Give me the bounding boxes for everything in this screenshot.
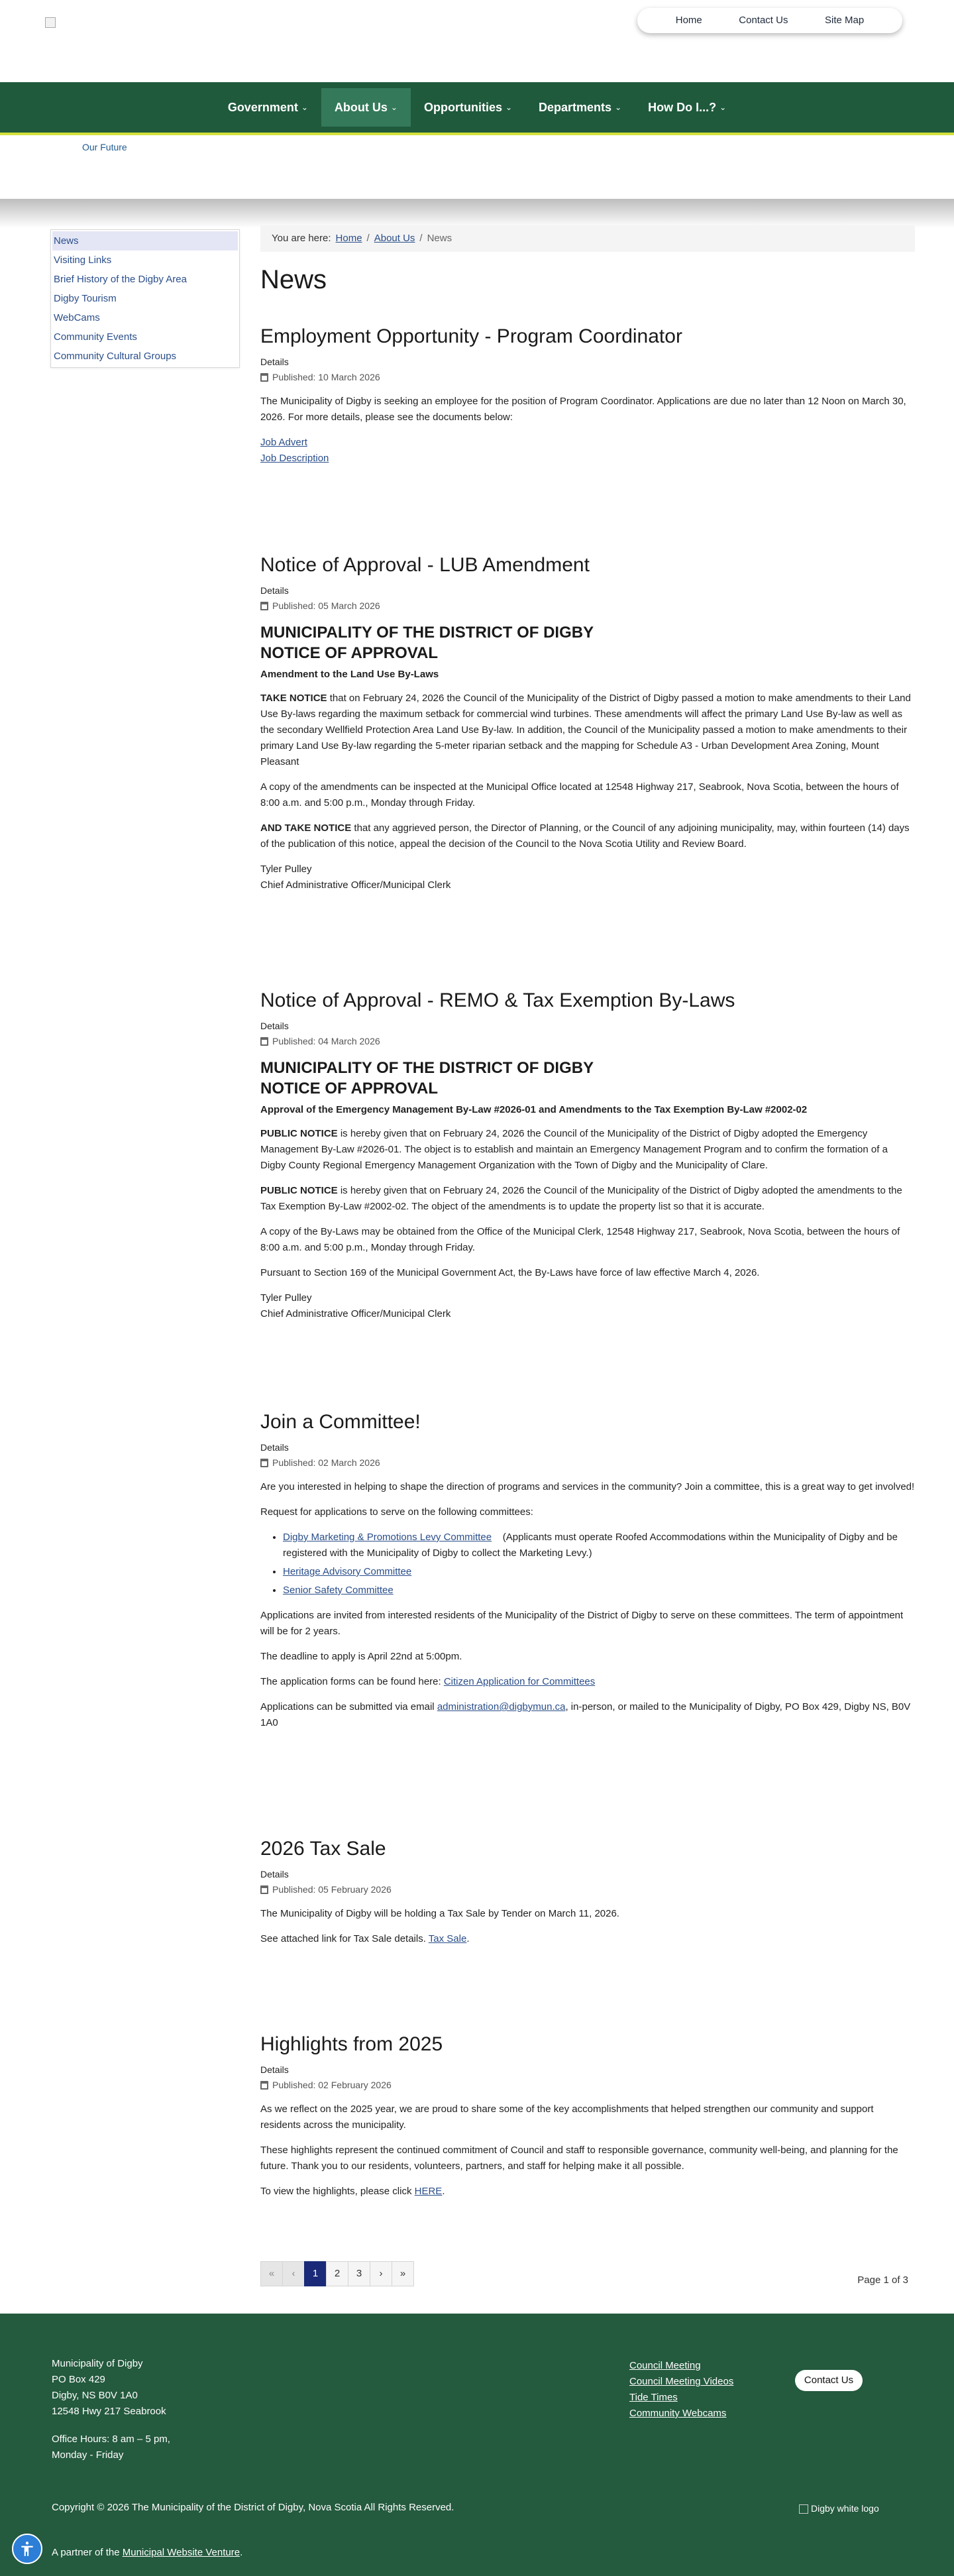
article-details-label: Details bbox=[260, 2064, 289, 2075]
notice-text: that any aggrieved person, the Director of Planning, or the Council of any adjoining municipality, may, within fourteen (14) days of the publication of this notice, appeal the decision of the Council to the Nova Scotia Utility and Review Board. bbox=[260, 822, 910, 850]
top-link-site-map[interactable]: Site Map bbox=[825, 14, 865, 26]
published-date: Published: 10 March 2026 bbox=[272, 372, 380, 382]
paragraph-text: . bbox=[442, 2186, 445, 2197]
article-published bbox=[260, 1035, 915, 1048]
article-title[interactable]: Employment Opportunity - Program Coordinator bbox=[260, 325, 682, 347]
published-date: Published: 02 February 2026 bbox=[272, 2080, 392, 2090]
article-paragraph: These highlights represent the continued commitment of Council and staff to responsible governance, community well-being, and planning for the future. Thank you to our residents, volunteers, partners, and staff for helping make it all possible. bbox=[260, 2145, 898, 2172]
article-published bbox=[260, 1883, 915, 1897]
footer-address bbox=[52, 2356, 166, 2420]
highlights-here-link[interactable]: HERE bbox=[414, 2186, 443, 2197]
list-item bbox=[283, 1564, 915, 1580]
footer-office-hours bbox=[52, 2432, 170, 2463]
article-paragraph: The Municipality of Digby will be holding a Tax Sale by Tender on March 11, 2026. bbox=[260, 1908, 619, 1919]
footer-logo-alt: Digby white logo bbox=[811, 2503, 879, 2514]
breadcrumb-separator: / bbox=[366, 232, 370, 244]
paragraph-text: The application forms can be found here: bbox=[260, 1676, 444, 1687]
news-article-highlights-2025 bbox=[260, 2033, 915, 2209]
article-details-label: Details bbox=[260, 1021, 289, 1031]
sidebar-item-community-cultural-groups[interactable]: Community Cultural Groups bbox=[54, 351, 177, 362]
accessibility-icon bbox=[19, 2540, 36, 2557]
chevron-down-icon: ⌄ bbox=[390, 103, 398, 112]
notice-paragraph bbox=[260, 1183, 915, 1215]
breadcrumb-home-link[interactable]: Home bbox=[335, 232, 362, 244]
page-first-button[interactable]: « bbox=[260, 2261, 283, 2286]
article-details-label: Details bbox=[260, 357, 289, 367]
footer-partner bbox=[52, 2546, 242, 2561]
nav-item-about-us[interactable] bbox=[321, 88, 411, 127]
notice-text: is hereby given that on February 24, 2026 the Council of the Municipality of the District of Digby adopted the Emergency Management By-Law #2026-01. The object is to establish and maintain an Emergency Management Program and to confirm the formation of a Digby County Regional Emergency Management Organization with the Town of Digby and the Municipality of Clare. bbox=[260, 1127, 888, 1171]
job-description-link[interactable]: Job Description bbox=[260, 453, 329, 464]
nav-label: How Do I...? bbox=[648, 100, 717, 114]
nav-label: Government bbox=[227, 100, 298, 114]
paragraph-text: . bbox=[466, 1933, 470, 1944]
news-article-remo-tax bbox=[260, 989, 915, 1322]
notice-paragraph bbox=[260, 820, 915, 852]
top-utility-nav bbox=[637, 8, 902, 33]
job-advert-link[interactable]: Job Advert bbox=[260, 437, 307, 448]
news-article-lub-amendment bbox=[260, 553, 915, 893]
partner-text: A partner of the bbox=[52, 2547, 123, 2558]
page-last-button[interactable]: » bbox=[392, 2261, 414, 2286]
calendar-icon bbox=[260, 602, 268, 610]
article-published bbox=[260, 370, 915, 384]
chevron-down-icon: ⌄ bbox=[615, 103, 622, 112]
sidebar-item-digby-tourism[interactable]: Digby Tourism bbox=[54, 293, 117, 304]
chevron-down-icon: ⌄ bbox=[505, 103, 513, 112]
list-item bbox=[283, 1583, 915, 1598]
partner-text: . bbox=[240, 2547, 243, 2558]
address-line: PO Box 429 bbox=[52, 2374, 105, 2385]
nav-item-how-do-i[interactable] bbox=[635, 88, 739, 127]
calendar-icon bbox=[260, 2081, 268, 2090]
breadcrumb-separator: / bbox=[419, 232, 423, 244]
article-published bbox=[260, 1456, 915, 1470]
article-paragraph bbox=[260, 1674, 915, 1690]
article-paragraph: Are you interested in helping to shape the direction of programs and services in the community? Join a committee, this is a great way to get involved! bbox=[260, 1481, 915, 1492]
article-paragraph: As we reflect on the 2025 year, we are proud to share some of the key accomplishments that helped strengthen our community and support residents across the municipality. bbox=[260, 2103, 874, 2131]
nav-item-government[interactable] bbox=[215, 88, 321, 127]
pagination bbox=[260, 2261, 413, 2286]
footer-links bbox=[629, 2358, 733, 2422]
page-2-button[interactable]: 2 bbox=[326, 2261, 348, 2286]
header-shadow bbox=[0, 199, 954, 228]
top-link-contact-us[interactable]: Contact Us bbox=[739, 14, 788, 26]
site-footer bbox=[0, 2314, 954, 2576]
site-header bbox=[0, 0, 954, 212]
page-title: News bbox=[260, 265, 327, 294]
calendar-icon bbox=[260, 1037, 268, 1046]
notice-paragraph: A copy of the amendments can be inspected at the Municipal Office located at 12548 Highway 217, Seabrook, Nova Scotia, between the hours of 8:00 a.m. and 5:00 p.m., Monday through Friday. bbox=[260, 781, 899, 809]
breadcrumb-about-us-link[interactable]: About Us bbox=[374, 232, 415, 244]
news-article-employment bbox=[260, 325, 915, 467]
paragraph-text: Applications can be submitted via email bbox=[260, 1701, 437, 1712]
published-date: Published: 02 March 2026 bbox=[272, 1457, 380, 1468]
article-details-label: Details bbox=[260, 585, 289, 596]
footer-copyright: Copyright © 2026 The Municipality of the District of Digby, Nova Scotia All Rights Reserved. bbox=[52, 2502, 454, 2513]
signature-name: Tyler Pulley bbox=[260, 1292, 312, 1304]
nav-label: About Us bbox=[334, 100, 388, 114]
article-title[interactable]: 2026 Tax Sale bbox=[260, 1838, 386, 1860]
nav-item-departments[interactable] bbox=[525, 88, 635, 127]
notice-heading: MUNICIPALITY OF THE DISTRICT OF DIGBY bbox=[260, 624, 594, 642]
footer-logo bbox=[799, 2502, 879, 2516]
email-link[interactable]: administration@digbymun.ca bbox=[437, 1701, 566, 1712]
sidebar-item-community-events[interactable]: Community Events bbox=[54, 331, 137, 343]
page-prev-button[interactable]: ‹ bbox=[282, 2261, 305, 2286]
hours-line: Monday - Friday bbox=[52, 2449, 124, 2461]
notice-paragraph: Pursuant to Section 169 of the Municipal Government Act, the By-Laws have force of law effective March 4, 2026. bbox=[260, 1266, 760, 1278]
notice-paragraph bbox=[260, 691, 915, 770]
sidebar-menu bbox=[50, 229, 240, 368]
site-tagline: Our Future bbox=[82, 142, 127, 152]
chevron-down-icon: ⌄ bbox=[301, 103, 308, 112]
notice-subheading: Approval of the Emergency Management By-Law #2026-01 and Amendments to the Tax Exemption By-Law #2002-02 bbox=[260, 1104, 808, 1116]
breadcrumb-prefix: You are here: bbox=[272, 232, 331, 244]
committee-note: (Applicants must operate Roofed Accommodations within the Municipality of Digby and be registered with the Municipality of Digby to collect the Marketing Levy.) bbox=[283, 1532, 901, 1559]
article-title[interactable]: Join a Committee! bbox=[260, 1411, 421, 1433]
breadcrumb bbox=[260, 225, 915, 252]
notice-paragraph: A copy of the By-Laws may be obtained from the Office of the Municipal Clerk, 12548 Highway 217, Seabrook, Nova Scotia, between the hours of 8:00 a.m. and 5:00 p.m., Monday through Friday. bbox=[260, 1225, 900, 1253]
sidebar-item-webcams[interactable]: WebCams bbox=[54, 312, 100, 323]
hours-line: Office Hours: 8 am – 5 pm, bbox=[52, 2434, 170, 2445]
page-3-button[interactable]: 3 bbox=[348, 2261, 370, 2286]
committee-link-heritage[interactable]: Heritage Advisory Committee bbox=[283, 1566, 412, 1577]
notice-heading: NOTICE OF APPROVAL bbox=[260, 644, 439, 663]
signature-name: Tyler Pulley bbox=[260, 863, 312, 875]
article-paragraph bbox=[260, 1931, 915, 1947]
signature-title: Chief Administrative Officer/Municipal Clerk bbox=[260, 1308, 451, 1319]
notice-bold-lead: PUBLIC NOTICE bbox=[260, 1127, 338, 1139]
municipal-website-venture-link[interactable]: Municipal Website Venture bbox=[122, 2547, 240, 2558]
article-details-label: Details bbox=[260, 1869, 289, 1879]
signature-title: Chief Administrative Officer/Municipal Clerk bbox=[260, 879, 451, 891]
article-details-label: Details bbox=[260, 1442, 289, 1453]
notice-bold-lead: AND TAKE NOTICE bbox=[260, 822, 352, 834]
calendar-icon bbox=[260, 373, 268, 382]
notice-bold-lead: PUBLIC NOTICE bbox=[260, 1184, 338, 1196]
article-paragraph: Applications are invited from interested residents of the Municipality of the District of Digby to serve on these committees. The term of appointment will be for 2 years. bbox=[260, 1610, 904, 1637]
article-published bbox=[260, 599, 915, 613]
tax-sale-link[interactable]: Tax Sale bbox=[428, 1933, 467, 1944]
committee-link-senior-safety[interactable]: Senior Safety Committee bbox=[283, 1585, 394, 1596]
notice-heading: NOTICE OF APPROVAL bbox=[260, 1080, 439, 1098]
sidebar-item-news[interactable]: News bbox=[52, 231, 238, 251]
article-paragraph bbox=[260, 2184, 915, 2200]
article-title[interactable]: Highlights from 2025 bbox=[260, 2033, 443, 2055]
calendar-icon bbox=[260, 1885, 268, 1894]
top-link-home[interactable]: Home bbox=[675, 14, 702, 26]
published-date: Published: 05 February 2026 bbox=[272, 1884, 392, 1895]
notice-text: that on February 24, 2026 the Council of the Municipality of the District of Digby passed a motion to make amendments to their Land Use By-laws regarding the maximum setback for commercial wind turbines. These amendments will affect the primary Land Use By-law as well as the secondary Wellfield Protection Area Land Use By-law. In addition, the Council of the Municipality passed a motion to make amendments to their primary Land Use By-law regarding the 5-meter riparian setback and the mapping for Schedule A3 - Urban Development Area Zoning, Mount Pleasant bbox=[260, 692, 911, 767]
broken-image-icon bbox=[799, 2504, 808, 2514]
article-paragraph: Request for applications to serve on the following committees: bbox=[260, 1506, 533, 1518]
notice-bold-lead: TAKE NOTICE bbox=[260, 692, 327, 704]
page-next-button[interactable]: › bbox=[370, 2261, 392, 2286]
page-count: Page 1 of 3 bbox=[857, 2274, 908, 2286]
committee-list bbox=[283, 1530, 915, 1598]
notice-heading: MUNICIPALITY OF THE DISTRICT OF DIGBY bbox=[260, 1059, 594, 1077]
main-navigation bbox=[0, 82, 954, 135]
paragraph-text: , in-person, or mailed to the Municipality of Digby, PO Box 429, Digby NS, B0V 1A0 bbox=[260, 1701, 911, 1728]
article-paragraph: The deadline to apply is April 22nd at 5:00pm. bbox=[260, 1651, 462, 1662]
address-line: Municipality of Digby bbox=[52, 2358, 143, 2369]
calendar-icon bbox=[260, 1459, 268, 1467]
news-article-tax-sale bbox=[260, 1837, 915, 1956]
notice-subheading: Amendment to the Land Use By-Laws bbox=[260, 669, 439, 681]
breadcrumb-current: News bbox=[427, 232, 452, 244]
sidebar-item-visiting-links[interactable]: Visiting Links bbox=[54, 254, 112, 266]
footer-contact-button[interactable]: Contact Us bbox=[795, 2370, 863, 2391]
footer-link-community-webcams[interactable]: Community Webcams bbox=[629, 2408, 727, 2419]
list-item bbox=[283, 1530, 915, 1561]
nav-label: Opportunities bbox=[423, 100, 502, 114]
page-1-button[interactable]: 1 bbox=[304, 2261, 327, 2286]
article-title[interactable]: Notice of Approval - LUB Amendment bbox=[260, 554, 590, 576]
published-date: Published: 05 March 2026 bbox=[272, 600, 380, 611]
nav-item-opportunities[interactable] bbox=[411, 88, 525, 127]
accessibility-button[interactable] bbox=[12, 2534, 42, 2564]
article-published bbox=[260, 2078, 915, 2092]
paragraph-text: See attached link for Tax Sale details. bbox=[260, 1933, 429, 1944]
article-body: The Municipality of Digby is seeking an employee for the position of Program Coordinator. Applications are due no later than 12 Noon on March 30, 2026. For more details, please see the documents below: bbox=[260, 396, 906, 423]
published-date: Published: 04 March 2026 bbox=[272, 1036, 380, 1046]
notice-paragraph bbox=[260, 1126, 915, 1174]
paragraph-text: To view the highlights, please click bbox=[260, 2186, 415, 2197]
news-article-join-committee bbox=[260, 1410, 915, 1740]
main-content bbox=[260, 225, 915, 2286]
footer-link-council-meeting[interactable]: Council Meeting bbox=[629, 2360, 701, 2371]
chevron-down-icon: ⌄ bbox=[719, 103, 727, 112]
address-line: Digby, NS B0V 1A0 bbox=[52, 2390, 138, 2401]
footer-link-tide-times[interactable]: Tide Times bbox=[629, 2392, 678, 2403]
sidebar-item-brief-history[interactable]: Brief History of the Digby Area bbox=[54, 274, 187, 285]
address-line: 12548 Hwy 217 Seabrook bbox=[52, 2406, 166, 2417]
citizen-application-link[interactable]: Citizen Application for Committees bbox=[443, 1676, 596, 1687]
site-logo-image[interactable] bbox=[45, 17, 56, 28]
committee-link-marketing[interactable]: Digby Marketing & Promotions Levy Committee bbox=[283, 1532, 492, 1543]
nav-label: Departments bbox=[539, 100, 612, 114]
article-paragraph bbox=[260, 1699, 915, 1731]
notice-text: is hereby given that on February 24, 2026 the Council of the Municipality of the District of Digby adopted the amendments to the Tax Exemption By-Law #2002-02. The object of the amendments is to update the property list so that it is accurate. bbox=[260, 1184, 902, 1212]
footer-link-council-meeting-videos[interactable]: Council Meeting Videos bbox=[629, 2376, 734, 2387]
article-title[interactable]: Notice of Approval - REMO & Tax Exemption By-Laws bbox=[260, 989, 735, 1011]
